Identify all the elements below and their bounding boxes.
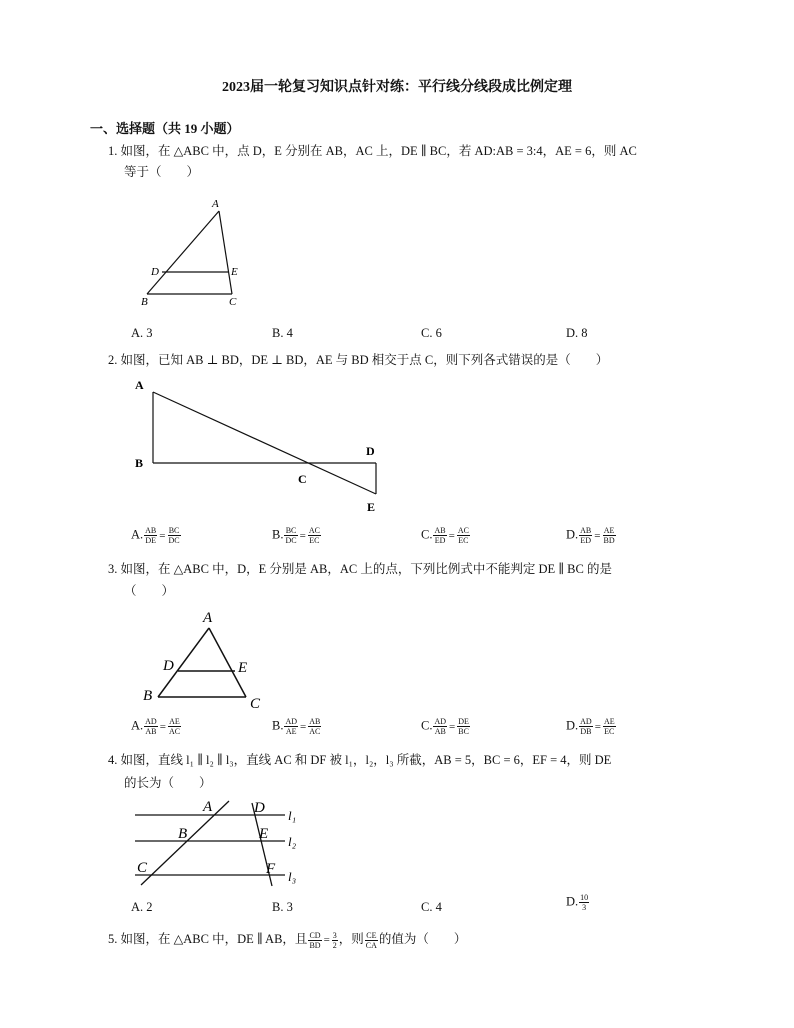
q2-option-b[interactable]: B. $\frac{BC}{DC}$ = $\frac{AC}{EC}$ [272, 526, 320, 545]
q4-label-a: A [203, 799, 213, 815]
q3-option-a[interactable]: A. $\frac{AD}{AB}$ = $\frac{AE}{AC}$ [131, 717, 181, 736]
q3-label-b: B [143, 688, 153, 704]
page-title: 2023届一轮复习知识点针对练：平行线分线段成比例定理 [222, 80, 572, 95]
q4-label-e: E [259, 826, 269, 842]
q1-option-d[interactable]: D. 8 [566, 326, 588, 340]
q4-label-f: F [266, 861, 276, 877]
q2-option-c[interactable]: C. $\frac{AB}{ED}$ = $\frac{AC}{EC}$ [421, 526, 469, 545]
q4-label-d: D [254, 800, 265, 816]
q4-label-c: C [137, 860, 148, 876]
q4-option-c[interactable]: C. 4 [421, 900, 442, 914]
q2-stem-line1: 2. 如图，已知 AB ⊥ BD，DE ⊥ BD，AE 与 BD 相交于点 C，则下列各式错误的是（ ） [108, 353, 609, 367]
q3-stem-line1: 3. 如图，在 △ABC 中，D，E 分别是 AB，AC 上的点，下列比例式中不能判定 DE ∥ BC 的是 [108, 562, 612, 576]
q4-option-b[interactable]: B. 3 [272, 900, 293, 914]
q1-label-a: A [212, 198, 219, 210]
section-heading: 一、选择题（共 19 小题） [90, 121, 240, 136]
q4-label-l1: l₁ [288, 808, 297, 823]
q4-parallel-lines-figure [125, 795, 315, 895]
q2-label-a: A [135, 378, 144, 392]
q1-stem-line1: 1. 如图，在 △ABC 中，点 D，E 分别在 AB，AC 上，DE ∥ BC，若 AD:AB = 3:4，AE = 6，则 AC [108, 144, 637, 158]
q2-label-e: E [367, 500, 376, 514]
q1-option-c[interactable]: C. 6 [421, 326, 442, 340]
q5-stem: 5. 如图，在 △ABC 中，DE ∥ AB，且 $\frac{CD}{BD}$ = $\frac{3}{2}$ ，则 $\frac{CE}{CA}$ 的值为（ ） [108, 930, 467, 950]
q4-label-l3: l₃ [288, 869, 297, 884]
q1-triangle-figure [130, 195, 260, 310]
q1-label-c: C [229, 296, 237, 308]
q3-label-e: E [238, 660, 248, 676]
q1-label-b: B [141, 296, 148, 308]
q4-stem-line1: 4. 如图，直线 l₁ ∥ l₂ ∥ l₃，直线 AC 和 DF 被 l₁，l₂，l₃ 所截，AB = 5，BC = 6，EF = 4，则 DE [108, 753, 612, 767]
q4-label-l2: l₂ [288, 834, 297, 849]
q4-label-b: B [178, 826, 188, 842]
q2-figure [126, 375, 391, 520]
q1-option-b[interactable]: B. 4 [272, 326, 293, 340]
q3-label-a: A [203, 610, 213, 626]
q4-stem-line2: 的长为（ ） [124, 776, 212, 790]
q3-option-d[interactable]: D. $\frac{AD}{DB}$ = $\frac{AE}{EC}$ [566, 717, 615, 736]
q2-label-b: B [135, 456, 144, 470]
q3-triangle-figure [135, 605, 275, 715]
q2-label-d: D [366, 444, 375, 458]
q1-label-d: D [151, 266, 159, 278]
q1-label-e: E [231, 266, 238, 278]
q2-option-a[interactable]: A. $\frac{AB}{DE}$ = $\frac{BC}{DC}$ [131, 526, 180, 545]
q2-label-c: C [298, 472, 307, 486]
q2-option-d[interactable]: D. $\frac{AB}{ED}$ = $\frac{AE}{BD}$ [566, 526, 615, 545]
q3-stem-line2: （ ） [124, 584, 175, 598]
q1-stem-line2: 等于（ ） [124, 165, 200, 179]
q1-option-a[interactable]: A. 3 [131, 326, 153, 340]
q3-label-c: C [250, 696, 261, 712]
q4-option-d[interactable]: D. $\frac{10}{3}$ [566, 893, 589, 912]
q3-label-d: D [163, 658, 174, 674]
q3-option-c[interactable]: C. $\frac{AD}{AB}$ = $\frac{DE}{BC}$ [421, 717, 469, 736]
q3-option-b[interactable]: B. $\frac{AD}{AE}$ = $\frac{AB}{AC}$ [272, 717, 321, 736]
q4-option-a[interactable]: A. 2 [131, 900, 153, 914]
